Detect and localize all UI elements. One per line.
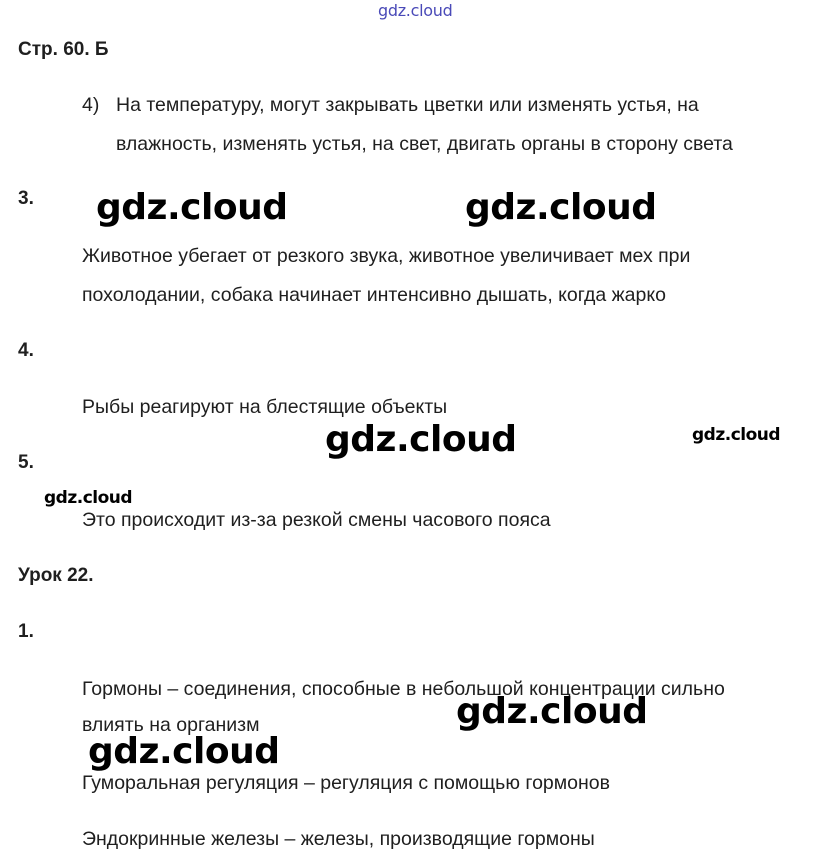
question-number: 4. <box>18 340 34 361</box>
lesson-header: Урок 22. <box>18 565 94 586</box>
watermark: gdz.cloud <box>88 731 280 772</box>
answer-text-line: Гормоны – соединения, способные в небольшой концентрации сильно <box>82 678 725 700</box>
watermark: gdz.cloud <box>456 691 648 732</box>
answer-text-line: Животное убегает от резкого звука, животное увеличивает мех при <box>82 245 691 267</box>
question-number: 1. <box>18 621 34 642</box>
answer-text-line: похолодании, собака начинает интенсивно дышать, когда жарко <box>82 284 666 306</box>
item-text-line: влажность, изменять устья, на свет, двигать органы в сторону света <box>116 133 733 155</box>
item-number: 4) <box>82 94 100 116</box>
watermark: gdz.cloud <box>96 187 288 228</box>
question-number: 5. <box>18 452 34 473</box>
item-text-line: На температуру, могут закрывать цветки или изменять устья, на <box>116 94 699 116</box>
watermark-top: gdz.cloud <box>378 1 453 20</box>
watermark: gdz.cloud <box>465 187 657 228</box>
answer-text-line: Рыбы реагируют на блестящие объекты <box>82 396 448 418</box>
answer-text-line: влиять на организм <box>82 714 260 736</box>
question-number: 3. <box>18 188 34 209</box>
watermark: gdz.cloud <box>692 425 781 445</box>
answer-text-line: Это происходит из-за резкой смены часового пояса <box>82 509 551 531</box>
answer-text-line: Эндокринные железы – железы, производящие гормоны <box>82 828 595 850</box>
answer-text-line: Гуморальная регуляция – регуляция с помощью гормонов <box>82 772 610 794</box>
watermark: gdz.cloud <box>325 419 517 460</box>
watermark: gdz.cloud <box>44 488 133 508</box>
page-header: Стр. 60. Б <box>18 39 109 60</box>
